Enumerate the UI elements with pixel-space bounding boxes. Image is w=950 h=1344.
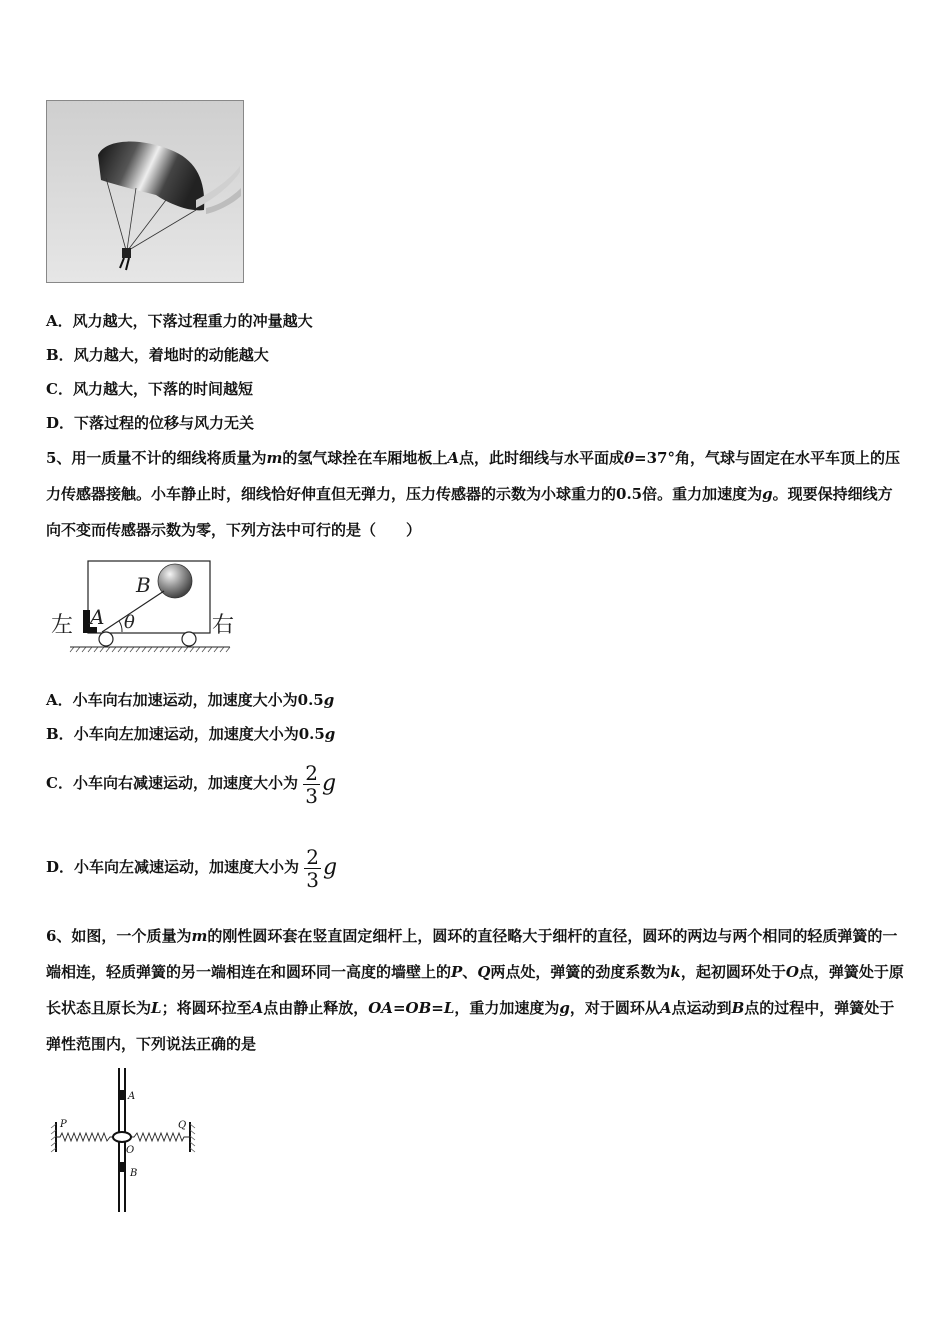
spring-ring-diagram bbox=[50, 1066, 200, 1216]
q4-option-c: C．风力越大，下落的时间越短 bbox=[46, 380, 253, 398]
q4-option-b: B．风力越大，着地时的动能越大 bbox=[46, 346, 269, 364]
q5-option-c: C．小车向右减速运动，加速度大小为 $\frac{2}{3}$ g bbox=[46, 760, 337, 808]
q5-option-d: D．小车向左减速运动，加速度大小为 $\frac{2}{3}$ g bbox=[46, 844, 338, 892]
fraction: $\frac{2}{3}$ bbox=[306, 844, 319, 892]
q5-option-a: A．小车向右加速运动，加速度大小为0.5g bbox=[46, 691, 335, 709]
q5-stem: 5、用一质量不计的细线将质量为m的氢气球拴在车厢地板上A点，此时细线与水平面成θ=37°角，气球与固定在水平车顶上的压力传感器接触。小车静止时，细线恰好伸直但无弹力，压力传感器的示数为小球重力的0.5倍。重力加速度为g。现要保持细线方向不变而传感器示数为零，下列方法中可行的是（ ） bbox=[46, 449, 900, 539]
label-point-a: A bbox=[90, 605, 105, 629]
label-p: P bbox=[60, 1119, 67, 1130]
label-point-b: B bbox=[136, 573, 151, 597]
parachute-photo bbox=[46, 100, 244, 283]
cart-diagram bbox=[48, 558, 243, 658]
label-theta: θ bbox=[124, 612, 135, 633]
fraction: $\frac{2}{3}$ bbox=[305, 760, 318, 808]
label-right: 右 bbox=[212, 613, 235, 638]
q4-option-d: D．下落过程的位移与风力无关 bbox=[46, 414, 255, 432]
label-left: 左 bbox=[51, 613, 74, 638]
label-b: B bbox=[130, 1168, 138, 1179]
label-a: A bbox=[128, 1091, 136, 1102]
label-q: Q bbox=[178, 1120, 187, 1131]
label-o: O bbox=[126, 1145, 135, 1156]
q5-option-b: B．小车向左加速运动，加速度大小为0.5g bbox=[46, 725, 336, 743]
q6-stem: 6、如图，一个质量为m的刚性圆环套在竖直固定细杆上，圆环的直径略大于细杆的直径，圆环的两边与两个相同的轻质弹簧的一端相连，轻质弹簧的另一端相连在和圆环同一高度的墙壁上的P、Q两点处，弹簧的劲度系数为k，起初圆环处于O点，弹簧处于原长状态且原长为L；将圆环拉至A点由静止释放，OA=OB=L，重力加速度为g，对于圆环从A点运动到B点的过程中，弹簧处于弹性范围内，下列说法正确的是 bbox=[46, 927, 904, 1053]
q4-option-a: A．风力越大，下落过程重力的冲量越大 bbox=[46, 312, 313, 330]
